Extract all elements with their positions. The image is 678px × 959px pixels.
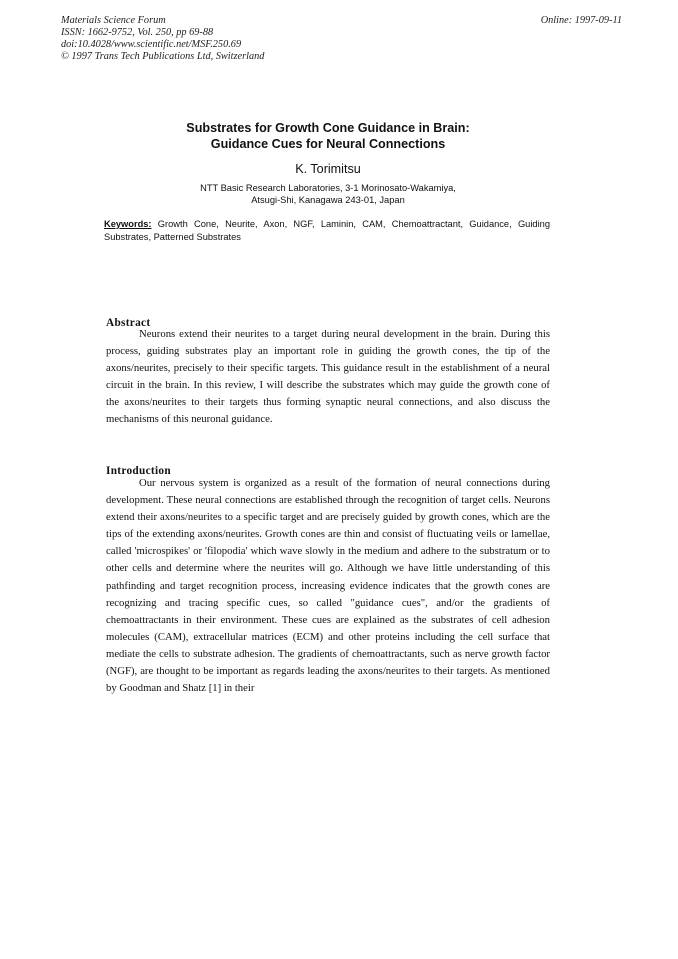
abstract-text: Neurons extend their neurites to a target during neural development in the brain. During this process, guiding substrates play an important role in guiding the growth cones, the tip of the axons/neurites, precisely to their specific targets. This guidance result in the establishment of a neural circuit in the brain. In this review, I will describe the substrates which may guide the growth cone of the axons/neurites to their targets thus forming synaptic neural connections, and also discuss the mechanisms of this neuronal guidance. — [106, 328, 550, 426]
keywords — [104, 218, 550, 243]
journal-metadata — [61, 15, 264, 63]
keywords-label: Keywords: — [104, 219, 152, 229]
keywords-text: Growth Cone, Neurite, Axon, NGF, Laminin, CAM, Chemoattractant, Guidance, Guiding Substrates, Patterned Substrates — [104, 219, 550, 242]
doi-line: doi:10.4028/www.scientific.net/MSF.250.69 — [61, 39, 242, 50]
author-name: K. Torimitsu — [295, 162, 361, 176]
abstract-heading: Abstract — [106, 317, 151, 329]
online-date: Online: 1997-09-11 — [540, 15, 622, 26]
journal-name: Materials Science Forum — [61, 15, 166, 26]
introduction-text: Our nervous system is organized as a result of the formation of neural connections during development. These neural connections are established through the recognition of target cells. Neurons extend their axons/neurites to a specific target and are precisely guided by growth cones, which are the tips of the extending axons/neurites. Growth cones are thin and consist of fluctuating veils or lamellae, called 'microspikes' or 'filopodia' which wave slowly in the medium and adhere to the substratum or to other cells and determine where the neurites will go. Although we have little understanding of this pathfinding and target recognition process, increasing evidence indicates that the growth cones are recognizing and tracing specific cues, so called "guidance cues", and/or the gradients of chemoattractants in their environment. These cues are explained as the substrates of cell adhesion molecules (CAM), extracellular matrices (ECM) and other proteins including the cell surface that mediate the cells to substrate adhesion. The gradients of chemoattractants, such as nerve growth factor (NGF), are thought to be important as regards leading the axons/neurites to their targets. As mentioned by Goodman and Shatz [1] in their — [106, 477, 550, 695]
issn-line: ISSN: 1662-9752, Vol. 250, pp 69-88 — [61, 27, 214, 38]
affiliation-line-1: NTT Basic Research Laboratories, 3-1 Morinosato-Wakamiya, — [200, 183, 456, 193]
introduction-heading: Introduction — [106, 465, 171, 477]
paper-title — [106, 121, 550, 152]
affiliation — [106, 182, 550, 206]
affiliation-line-2: Atsugi-Shi, Kanagawa 243-01, Japan — [251, 195, 405, 206]
title-line-2: Guidance Cues for Neural Connections — [210, 136, 446, 151]
copyright-line: © 1997 Trans Tech Publications Ltd, Switzerland — [61, 51, 265, 62]
title-line-1: Substrates for Growth Cone Guidance in Brain: — [186, 121, 470, 135]
